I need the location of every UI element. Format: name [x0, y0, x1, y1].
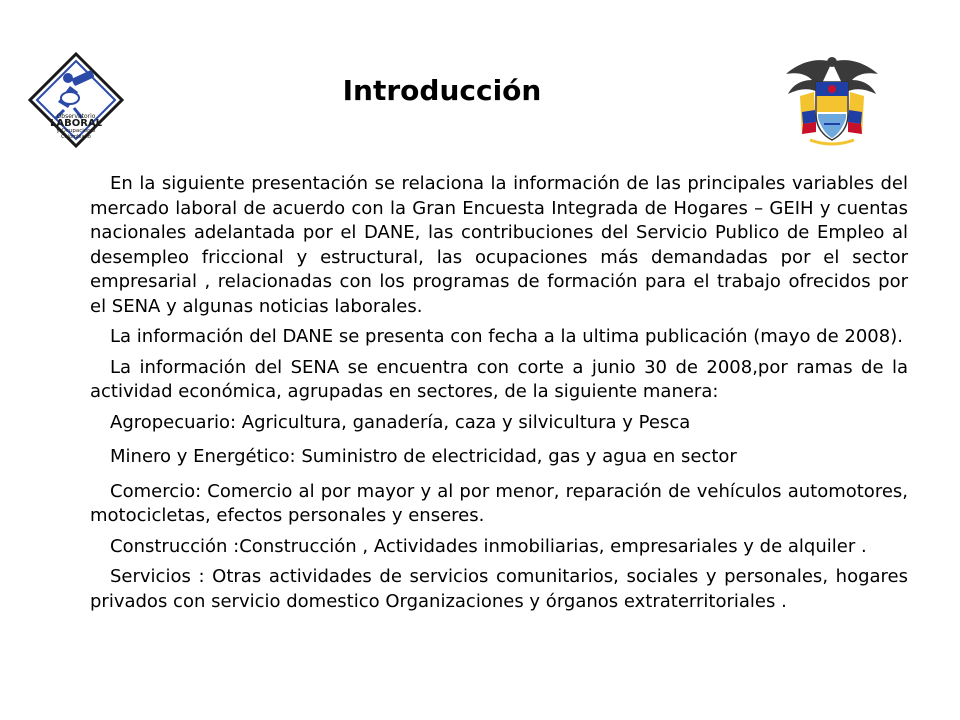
sector-minero-energetico: Minero y Energético: Suministro de electricidad, gas y agua en sector	[110, 446, 737, 467]
logo-line-4: Colombiano	[61, 134, 91, 140]
sector-construccion: Construcción :Construcción , Actividades inmobiliarias, empresariales y de alquiler .	[110, 535, 867, 557]
paragraph-intro: En la siguiente presentación se relaciona la información de las principales variables del mercado laboral de acuerdo con la Gran Encuesta Integrada de Hogares – GEIH y cuentas nacionales adelantada por el DANE, las contribuciones del Servicio Publico de Empleo al desempleo friccional y estructural, las ocupaciones más demandadas por el sector empresarial , relacionadas con los programas de formación para el trabajo ofrecidos por el SENA y algunas noticias laborales.	[90, 173, 908, 317]
page-title: Introducción	[342, 74, 542, 107]
sector-servicios: Servicios : Otras actividades de servicios comunitarios, sociales y personales, hogares privados con servicio domestico Organizaciones y órganos extraterritoriales .	[90, 566, 908, 612]
colombia-coat-of-arms-icon	[780, 52, 884, 148]
introduction-body	[90, 172, 908, 620]
sector-comercio: Comercio: Comercio al por mayor y al por menor, reparación de vehículos automotores, motocicletas, efectos personales y enseres.	[90, 480, 908, 526]
paragraph-sena: La información del SENA se encuentra con corte a junio 30 de 2008,por ramas de la actividad económica, agrupadas en sectores, de la siguiente manera:	[90, 356, 908, 402]
sector-agropecuario: Agropecuario: Agricultura, ganadería, caza y silvicultura y Pesca	[110, 411, 691, 433]
paragraph-dane: La información del DANE se presenta con fecha a la ultima publicación (mayo de 2008).	[110, 326, 903, 347]
logo-line-3: y Ocupacional	[56, 128, 96, 134]
logo-line-2: LABORAL	[49, 118, 103, 129]
logo-line-1: Observatorio	[56, 113, 96, 120]
